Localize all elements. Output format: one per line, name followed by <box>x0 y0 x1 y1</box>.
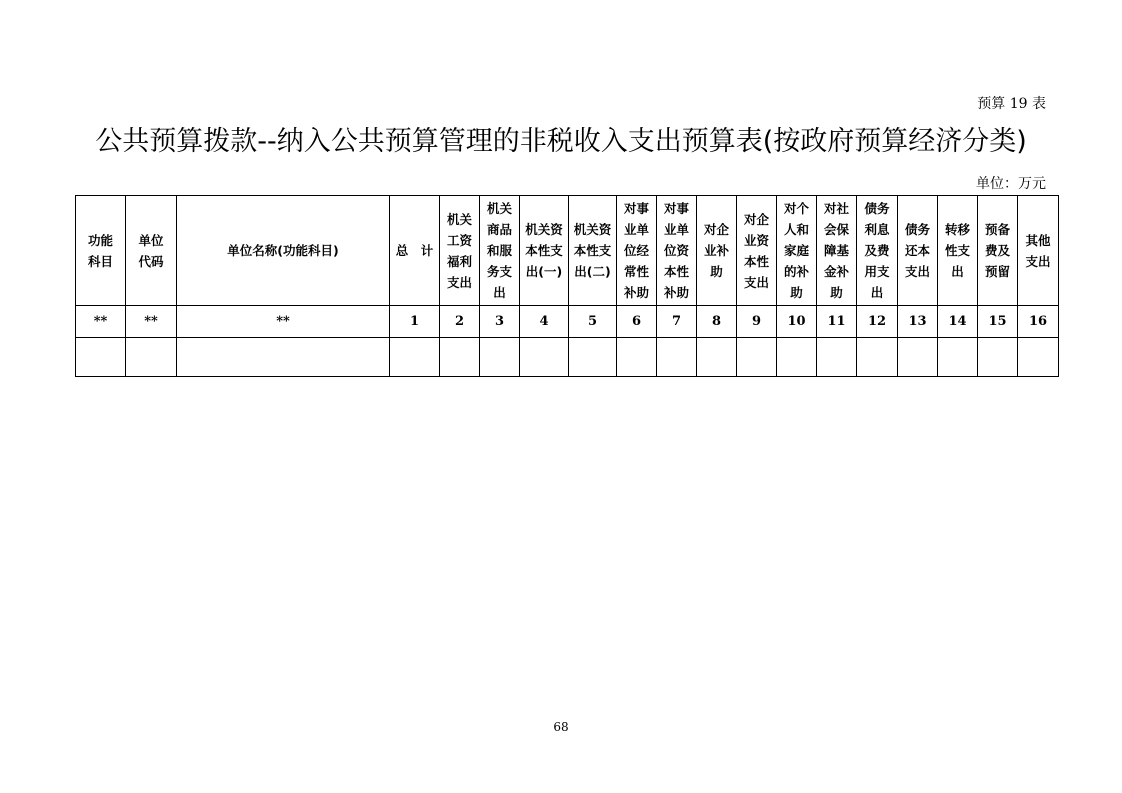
index-cell: 16 <box>1018 306 1059 338</box>
data-cell <box>898 338 938 377</box>
page-number: 68 <box>553 720 569 734</box>
data-cell <box>697 338 737 377</box>
index-cell: 8 <box>697 306 737 338</box>
header-cell-col-14: 转移 性支 出 <box>938 196 978 306</box>
header-cell-col-10: 对个 人和 家庭 的补 助 <box>777 196 817 306</box>
header-row <box>76 196 1059 306</box>
index-cell: ** <box>126 306 177 338</box>
header-cell-col-7: 对事 业单 位资 本性 补助 <box>657 196 697 306</box>
header-cell-col-11: 对社 会保 障基 金补 助 <box>817 196 857 306</box>
header-cell-unit-code: 单位 代码 <box>126 196 177 306</box>
index-cell: 4 <box>520 306 569 338</box>
unit-label: 单位：万元 <box>976 176 1046 192</box>
header-cell-col-13: 债务 还本 支出 <box>898 196 938 306</box>
data-cell <box>440 338 480 377</box>
index-cell: 15 <box>978 306 1018 338</box>
header-cell-col-6: 对事 业单 位经 常性 补助 <box>617 196 657 306</box>
index-cell: 12 <box>857 306 898 338</box>
header-cell-col-5: 机关资 本性支 出(二) <box>569 196 617 306</box>
index-cell: 7 <box>657 306 697 338</box>
index-cell: 13 <box>898 306 938 338</box>
data-cell <box>978 338 1018 377</box>
page-title: 公共预算拨款--纳入公共预算管理的非税收入支出预算表(按政府预算经济分类) <box>95 126 1027 157</box>
index-cell: 2 <box>440 306 480 338</box>
table-row <box>76 338 1059 377</box>
data-cell <box>126 338 177 377</box>
data-cell <box>817 338 857 377</box>
data-cell <box>857 338 898 377</box>
index-cell: 9 <box>737 306 777 338</box>
header-cell-col-3: 机关 商品 和服 务支 出 <box>480 196 520 306</box>
data-cell <box>569 338 617 377</box>
data-cell <box>390 338 440 377</box>
header-cell-col-16: 其他 支出 <box>1018 196 1059 306</box>
header-cell-col-2: 机关 工资 福利 支出 <box>440 196 480 306</box>
header-cell-col-12: 债务 利息 及费 用支 出 <box>857 196 898 306</box>
budget-table <box>75 195 1059 377</box>
index-cell: ** <box>76 306 126 338</box>
data-cell <box>480 338 520 377</box>
index-cell: 6 <box>617 306 657 338</box>
index-cell: 14 <box>938 306 978 338</box>
index-cell: 5 <box>569 306 617 338</box>
index-cell: 10 <box>777 306 817 338</box>
header-cell-function-subject: 功能 科目 <box>76 196 126 306</box>
data-cell <box>617 338 657 377</box>
data-cell <box>76 338 126 377</box>
index-row <box>76 306 1059 338</box>
header-cell-col-8: 对企 业补 助 <box>697 196 737 306</box>
header-cell-col-9: 对企 业资 本性 支出 <box>737 196 777 306</box>
data-cell <box>177 338 390 377</box>
index-cell: 3 <box>480 306 520 338</box>
data-cell <box>520 338 569 377</box>
header-cell-unit-name: 单位名称(功能科目) <box>177 196 390 306</box>
index-cell: 1 <box>390 306 440 338</box>
header-cell-col-15: 预备 费及 预留 <box>978 196 1018 306</box>
index-cell: 11 <box>817 306 857 338</box>
data-cell <box>657 338 697 377</box>
data-cell <box>1018 338 1059 377</box>
data-cell <box>938 338 978 377</box>
header-cell-col-4: 机关资 本性支 出(一) <box>520 196 569 306</box>
index-cell: ** <box>177 306 390 338</box>
data-cell <box>777 338 817 377</box>
data-cell <box>737 338 777 377</box>
header-cell-total: 总 计 <box>390 196 440 306</box>
table-number: 预算 19 表 <box>977 96 1046 112</box>
